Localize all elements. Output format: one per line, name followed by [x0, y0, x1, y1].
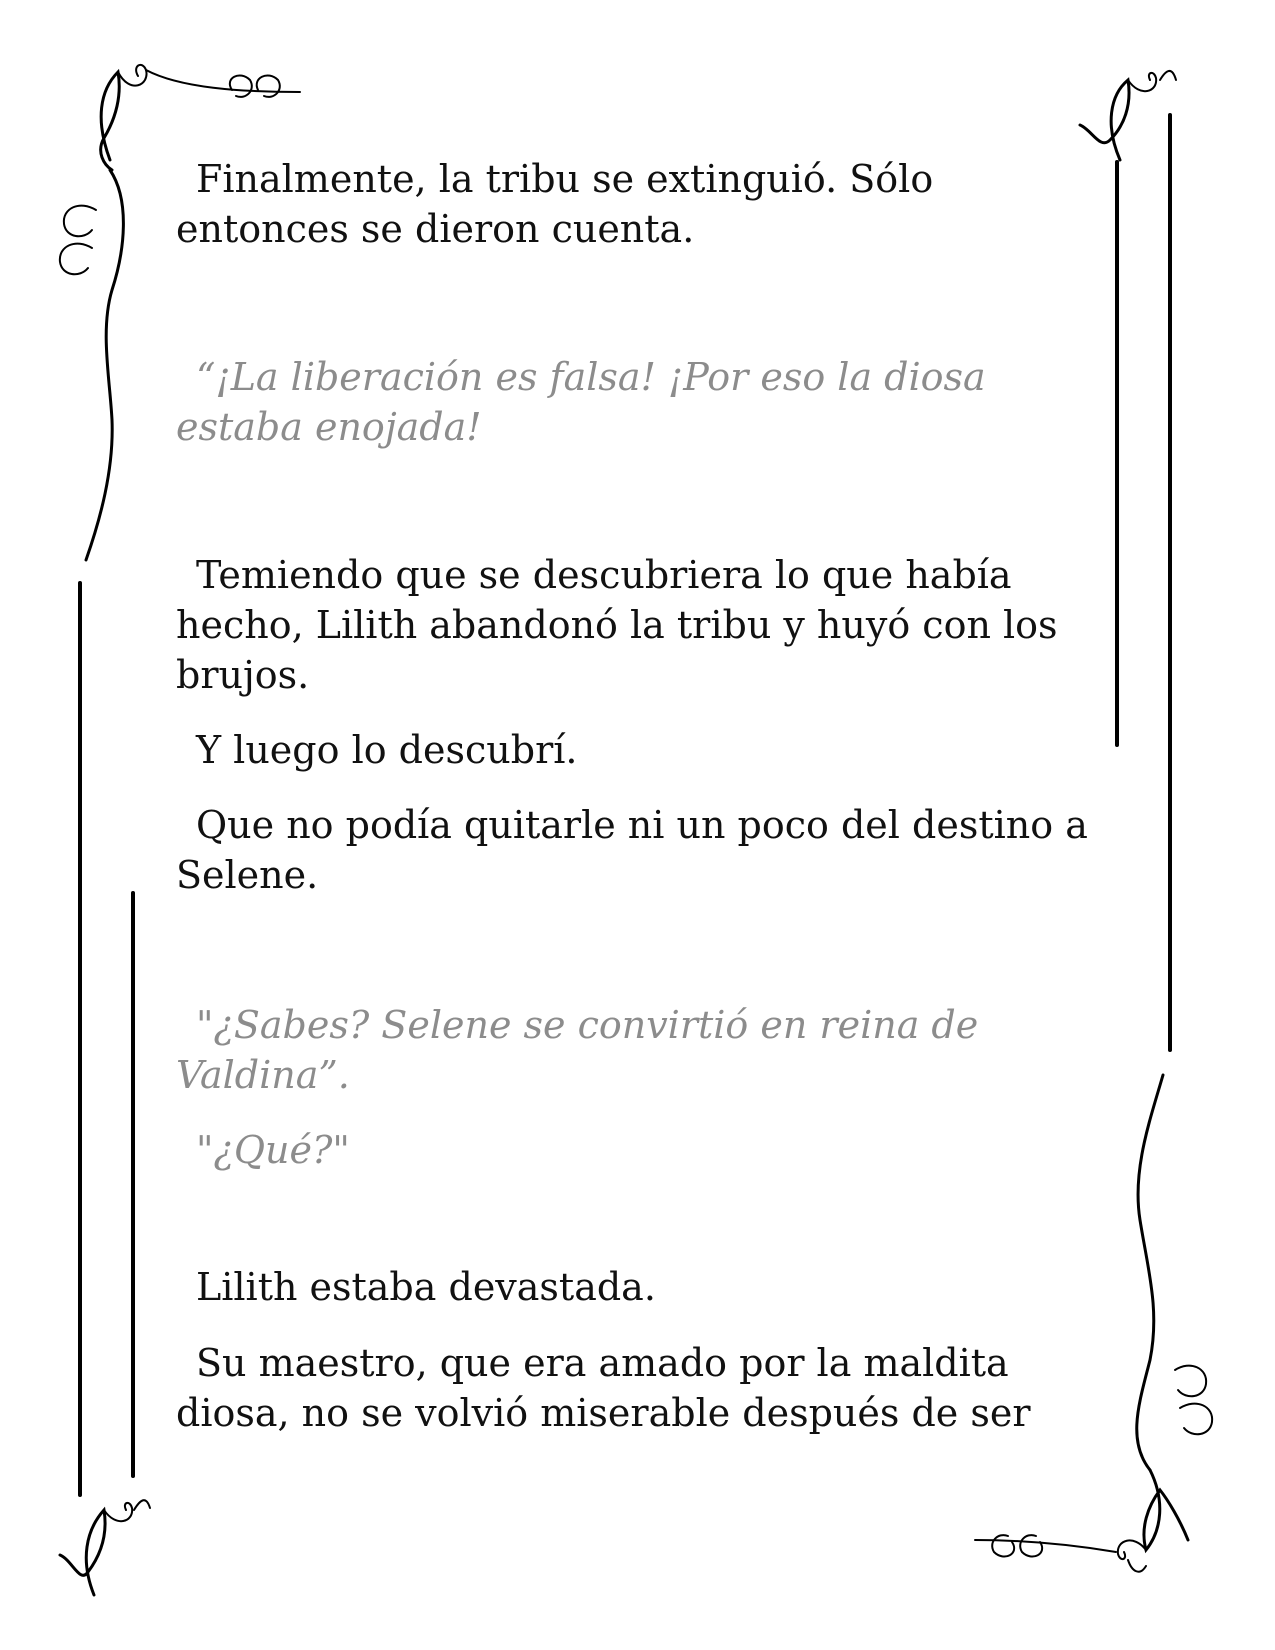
paragraph-4: Que no podía quitarle ni un poco del destino a Selene.: [176, 803, 1088, 897]
paragraph-1: Finalmente, la tribu se extinguió. Sólo entonces se dieron cuenta.: [176, 157, 934, 251]
dialogue-2: "¿Sabes? Selene se convirtió en reina de Valdina”.: [176, 1003, 979, 1097]
top-left-flourish-icon: [60, 65, 300, 560]
paragraph-2: Temiendo que se descubriera lo que había hecho, Lilith abandonó la tribu y huyó con los brujos.: [176, 553, 1058, 697]
top-right-flourish-icon: [1080, 71, 1176, 160]
dialogue-1: “¡La liberación es falsa! ¡Por eso la diosa estaba enojada!: [176, 355, 986, 449]
paragraph-5: Lilith estaba devastada.: [196, 1265, 656, 1309]
paragraph-6: Su maestro, que era amado por la maldita diosa, no se volvió miserable después de ser: [176, 1341, 1031, 1435]
paragraph-3: Y luego lo descubrí.: [196, 728, 578, 772]
bottom-left-flourish-icon: [60, 1500, 150, 1595]
dialogue-3: "¿Qué?": [196, 1128, 350, 1172]
